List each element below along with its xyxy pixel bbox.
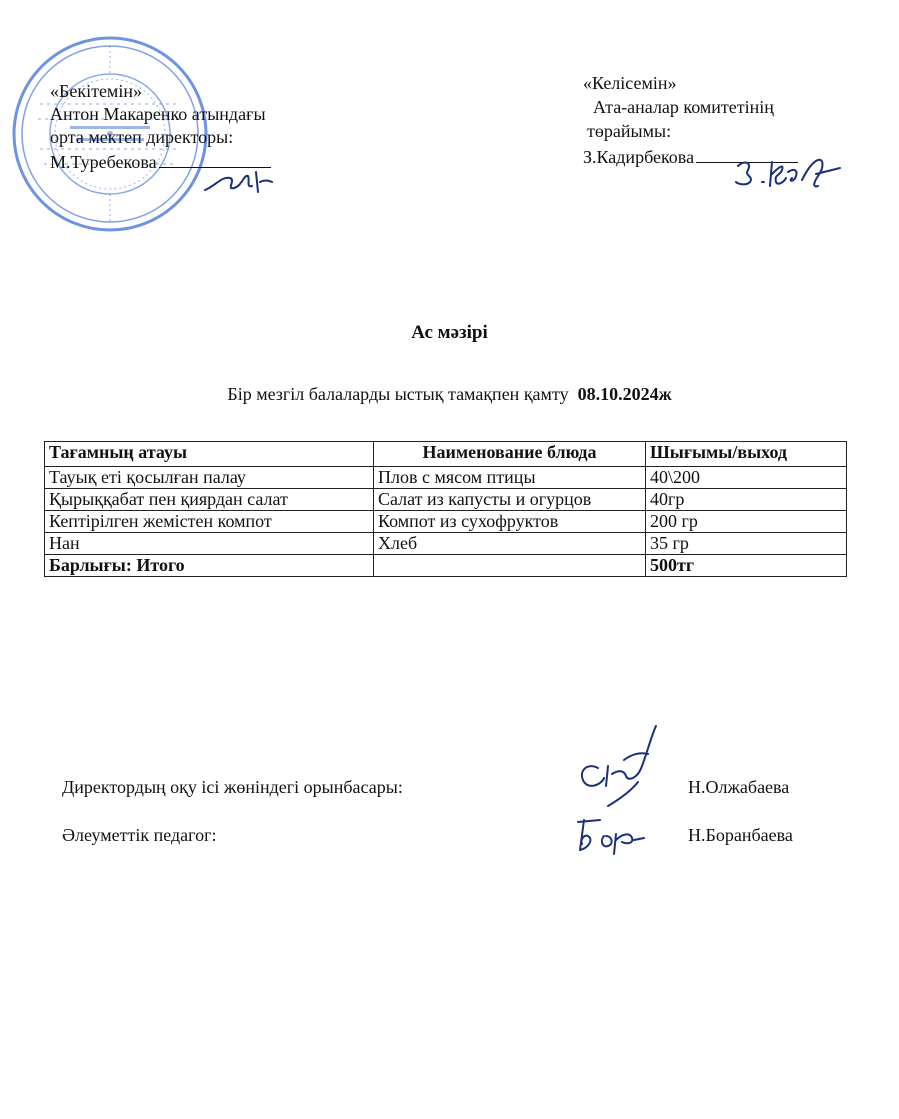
- cell-russian-name: Салат из капусты и огурцов: [374, 489, 646, 511]
- cell-kazakh-name: Тауық еті қосылған палау: [45, 467, 374, 489]
- social-pedagogue-title: Әлеуметтік педагог:: [62, 825, 217, 845]
- menu-date: 08.10.2024ж: [577, 384, 672, 404]
- total-empty-cell: [374, 555, 646, 577]
- signature-icon: [728, 152, 858, 192]
- total-value: 500тг: [646, 555, 847, 577]
- cell-kazakh-name: Нан: [45, 533, 374, 555]
- signature-icon: [568, 720, 668, 810]
- cell-yield: 200 гр: [646, 511, 847, 533]
- cell-kazakh-name: Кептірілген жемістен компот: [45, 511, 374, 533]
- table-row: [45, 511, 847, 533]
- table-row: [45, 489, 847, 511]
- table-header-row: [45, 442, 847, 467]
- page-title: Ас мәзірі: [411, 322, 488, 343]
- header-cell-russian-name: Наименование блюда: [374, 442, 646, 467]
- cell-yield: 35 гр: [646, 533, 847, 555]
- signature-line: [159, 149, 271, 168]
- header-cell-yield: Шығымы/выход: [646, 442, 847, 467]
- table-total-row: [45, 555, 847, 577]
- agreement-heading: «Келісемін»: [583, 73, 677, 93]
- subtitle-text: Бір мезгіл балаларды ыстық тамақпен қамту: [227, 384, 569, 404]
- deputy-name: Н.Олжабаева: [688, 777, 790, 797]
- approval-signer: М.Туребекова: [50, 152, 157, 172]
- header-cell-kazakh-name: Тағамның атауы: [45, 442, 374, 467]
- cell-russian-name: Хлеб: [374, 533, 646, 555]
- approval-heading: «Бекітемін»: [50, 81, 142, 101]
- cell-yield: 40гр: [646, 489, 847, 511]
- cell-russian-name: Компот из сухофруктов: [374, 511, 646, 533]
- deputy-title: Директордың оқу ісі жөніндегі орынбасары:: [62, 777, 403, 797]
- approval-position: орта мектеп директоры:: [50, 127, 234, 147]
- cell-yield: 40\200: [646, 467, 847, 489]
- page-subtitle: [0, 384, 899, 405]
- table-row: [45, 533, 847, 555]
- cell-kazakh-name: Қырыққабат пен қиярдан салат: [45, 489, 374, 511]
- approval-school: Антон Макаренко атындағы: [50, 104, 266, 124]
- agreement-position: төрайымы:: [587, 121, 672, 141]
- cell-russian-name: Плов с мясом птицы: [374, 467, 646, 489]
- agreement-signer: З.Кадирбекова: [583, 147, 695, 167]
- approval-block-left: [50, 80, 271, 172]
- menu-table: [44, 441, 847, 577]
- signature-icon: [200, 168, 280, 198]
- social-pedagogue-name: Н.Боранбаева: [688, 825, 793, 845]
- signature-icon: [570, 810, 650, 860]
- agreement-committee: Ата-аналар комитетінің: [593, 97, 774, 117]
- table-row: [45, 467, 847, 489]
- total-label: Барлығы: Итого: [45, 555, 374, 577]
